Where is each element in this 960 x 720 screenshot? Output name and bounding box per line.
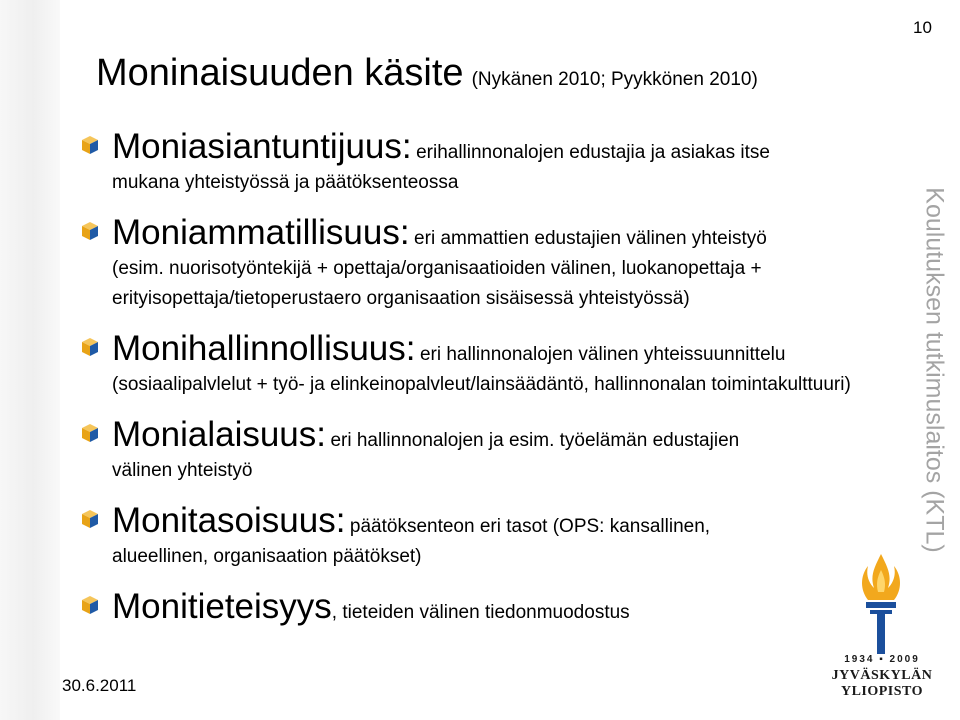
bullet-item-monitieteisyys xyxy=(82,586,862,628)
slide-date: 30.6.2011 xyxy=(62,676,137,695)
bullet-continuation: (esim. nuorisotyöntekijä + opettaja/organisaatioiden välinen, luokanopettaja + erityisopettaja/tietoperustaero organisaation sisäisessä yhteistyössä) xyxy=(112,258,762,309)
bullet-item-moniammatillisuus xyxy=(82,212,862,314)
slide-number: 10 xyxy=(913,18,932,37)
logo-university-name: JYVÄSKYLÄN YLIOPISTO xyxy=(831,668,933,699)
bullet-term: Monialaisuus: xyxy=(112,415,326,454)
cube-bullet-icon xyxy=(82,424,98,442)
university-logo xyxy=(812,548,952,699)
bullet-continuation: alueellinen, organisaation päätökset) xyxy=(112,546,422,567)
cube-bullet-icon xyxy=(82,136,98,154)
bullet-description: eri hallinnonalojen ja esim. työelämän edustajien xyxy=(330,430,740,451)
logo-years: 1934 ▪ 2009 xyxy=(844,654,920,665)
bullet-term: Monitieteisyys xyxy=(112,587,332,626)
bullet-description: eri hallinnonalojen välinen yhteissuunnittelu xyxy=(419,344,786,365)
bullet-list xyxy=(82,126,862,628)
bullet-term: Moniammatillisuus: xyxy=(112,213,410,252)
cube-bullet-icon xyxy=(82,338,98,356)
bullet-item-moniasiantuntijuus xyxy=(82,126,862,198)
bullet-term: Moniasiantuntijuus: xyxy=(112,127,412,166)
bullet-continuation: mukana yhteistyössä ja päätöksenteossa xyxy=(112,172,459,193)
bullet-term: Monitasoisuus: xyxy=(112,501,346,540)
title-citation: (Nykänen 2010; Pyykkönen 2010) xyxy=(471,69,758,90)
bullet-continuation: (sosiaalipalvlelut + työ- ja elinkeinopalvleut/lainsäädäntö, hallinnonalan toimintakulttuuri) xyxy=(112,374,851,395)
side-institution-label: Koulutuksen tutkimuslaitos (KTL) xyxy=(920,187,949,553)
bullet-item-monialaisuus xyxy=(82,414,862,486)
bullet-item-monitasoisuus xyxy=(82,500,862,572)
bullet-item-monihallinnollisuus xyxy=(82,328,862,400)
bullet-continuation: välinen yhteistyö xyxy=(112,460,253,481)
cube-bullet-icon xyxy=(82,596,98,614)
slide-title xyxy=(96,52,758,95)
bullet-description: , tieteiden välinen tiedonmuodostus xyxy=(331,602,630,623)
left-decorative-bar xyxy=(0,0,60,720)
bullet-description: eri ammattien edustajien välinen yhteistyö xyxy=(414,228,767,249)
bullet-description: päätöksenteon eri tasot (OPS: kansallinen, xyxy=(349,516,711,537)
cube-bullet-icon xyxy=(82,510,98,528)
torch-icon xyxy=(846,548,916,656)
cube-bullet-icon xyxy=(82,222,98,240)
title-text: Moninaisuuden käsite xyxy=(96,52,464,94)
bullet-description: erihallinnonalojen edustajia ja asiakas itse xyxy=(416,142,770,163)
bullet-term: Monihallinnollisuus: xyxy=(112,329,416,368)
